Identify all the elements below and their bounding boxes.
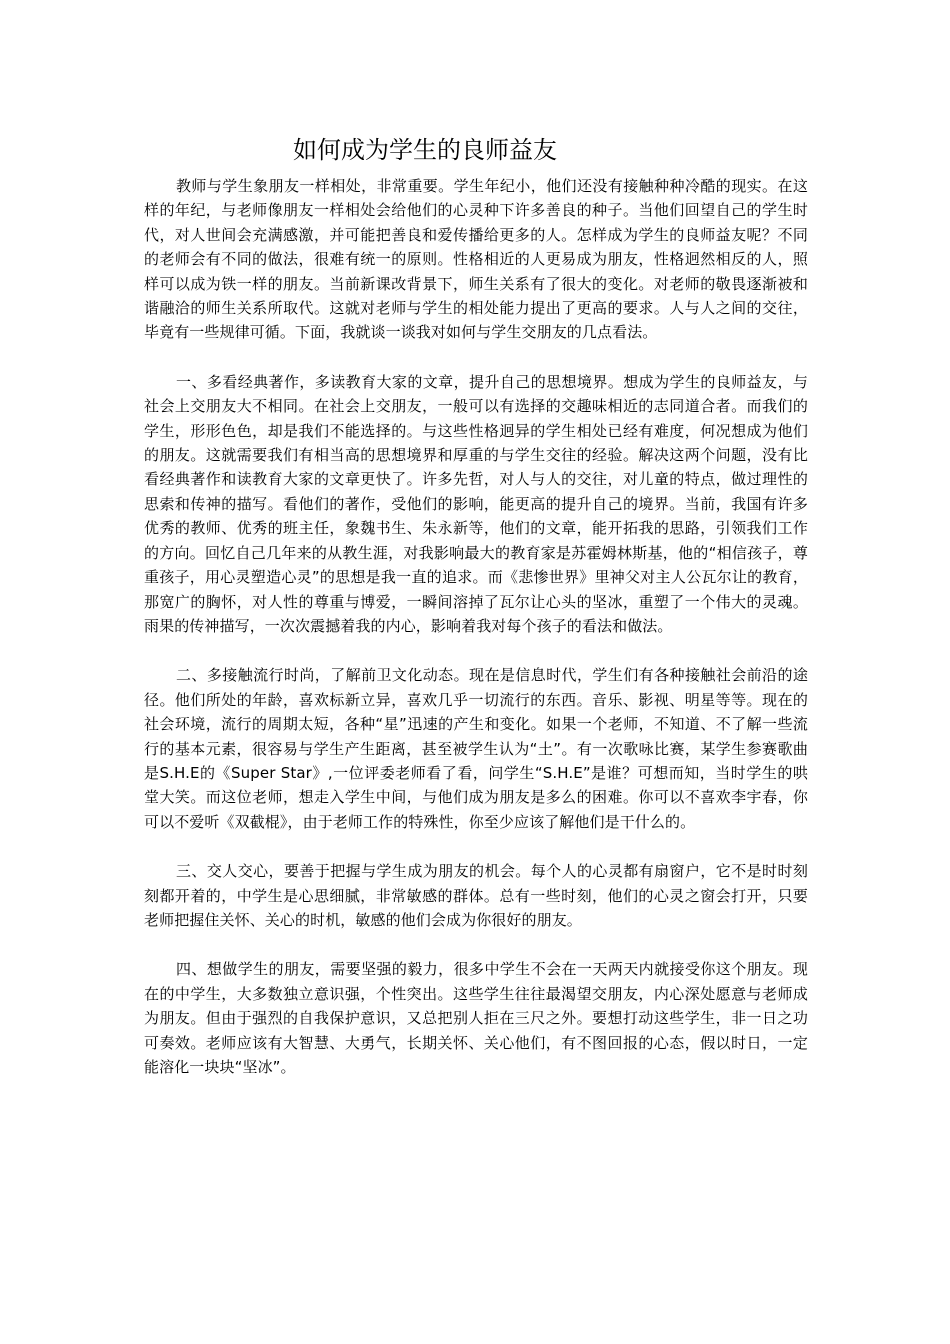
paragraph-point-3: 三、交人交心，要善于把握与学生成为朋友的机会。每个人的心灵都有扇窗户，它不是时时刻刻都开着的，中学生是心思细腻，非常敏感的群体。总有一些时刻，他们的心灵之窗会打开，只要老师把握住关怀、关心的时机，敏感的他们会成为你很好的朋友。 xyxy=(144,862,808,929)
document-title: 如何成为学生的良师益友 xyxy=(293,136,557,164)
paragraph-point-4: 四、想做学生的朋友，需要坚强的毅力，很多中学生不会在一天两天内就接受你这个朋友。现在的中学生，大多数独立意识强，个性突出。这些学生往往最渴望交朋友，内心深处愿意与老师成为朋友。但由于强烈的自我保护意识，又总把别人拒在三尺之外。要想打动这些学生，非一日之功可奏效。老师应该有大智慧、大勇气，长期关怀、关心他们，有不图回报的心态，假以时日，一定能溶化一块块“坚冰”。 xyxy=(144,960,808,1076)
paragraph-intro: 教师与学生象朋友一样相处，非常重要。学生年纪小，他们还没有接触种种冷酷的现实。在这样的年纪，与老师像朋友一样相处会给他们的心灵种下许多善良的种子。当他们回望自己的学生时代，对人世间会充满感激，并可能把善良和爱传播给更多的人。怎样成为学生的良师益友呢？不同的老师会有不同的做法，很难有统一的原则。性格相近的人更易成为朋友，性格迥然相反的人，照样可以成为铁一样的朋友。当前新课改背景下，师生关系有了很大的变化。对老师的敬畏逐渐被和谐融洽的师生关系所取代。这就对老师与学生的相处能力提出了更高的要求。人与人之间的交往，毕竟有一些规律可循。下面，我就谈一谈我对如何与学生交朋友的几点看法。 xyxy=(144,177,808,342)
paragraph-point-1: 一、多看经典著作，多读教育大家的文章，提升自己的思想境界。想成为学生的良师益友，与社会上交朋友大不相同。在社会上交朋友，一般可以有选择的交趣味相近的志同道合者。而我们的学生，形形色色，却是我们不能选择的。与这些性格迥异的学生相处已经有难度，何况想成为他们的朋友。这就需要我们有相当高的思想境界和厚重的与学生交往的经验。解决这两个问题，没有比看经典著作和读教育大家的文章更快了。许多先哲，对人与人的交往，对儿童的特点，做过理性的思索和传神的描写。看他们的著作，受他们的影响，能更高的提升自己的境界。当前，我国有许多优秀的教师、优秀的班主任，象魏书生、朱永新等，他们的文章，能开拓我的思路，引领我们工作的方向。回忆自己几年来的从教生涯，对我影响最大的教育家是苏霍姆林斯基，他的“相信孩子，尊重孩子，用心灵塑造心灵”的思想是我一直的追求。而《悲惨世界》里神父对主人公瓦尔让的教育，那宽广的胸怀，对人性的尊重与博爱，一瞬间溶掉了瓦尔让心头的坚冰，重塑了一个伟大的灵魂。雨果的传神描写，一次次震撼着我的内心，影响着我对每个孩子的看法和做法。 xyxy=(144,372,808,635)
document-body xyxy=(144,174,808,1104)
paragraph-point-2: 二、多接触流行时尚，了解前卫文化动态。现在是信息时代，学生们有各种接触社会前沿的途径。他们所处的年龄，喜欢标新立异，喜欢几乎一切流行的东西。音乐、影视、明星等等。现在的社会环境，流行的周期太短，各种“星”迅速的产生和变化。如果一个老师，不知道、不了解一些流行的基本元素，很容易与学生产生距离，甚至被学生认为“土”。有一次歌咏比赛，某学生参赛歌曲是S.H.E的《Super Star》,一位评委老师看了看，问学生“S.H.E”是谁？可想而知，当时学生的哄堂大笑。而这位老师，想走入学生中间，与他们成为朋友是多么的困难。你可以不喜欢李宇春，你可以不爱听《双截棍》，由于老师工作的特殊性，你至少应该了解他们是干什么的。 xyxy=(144,666,808,831)
